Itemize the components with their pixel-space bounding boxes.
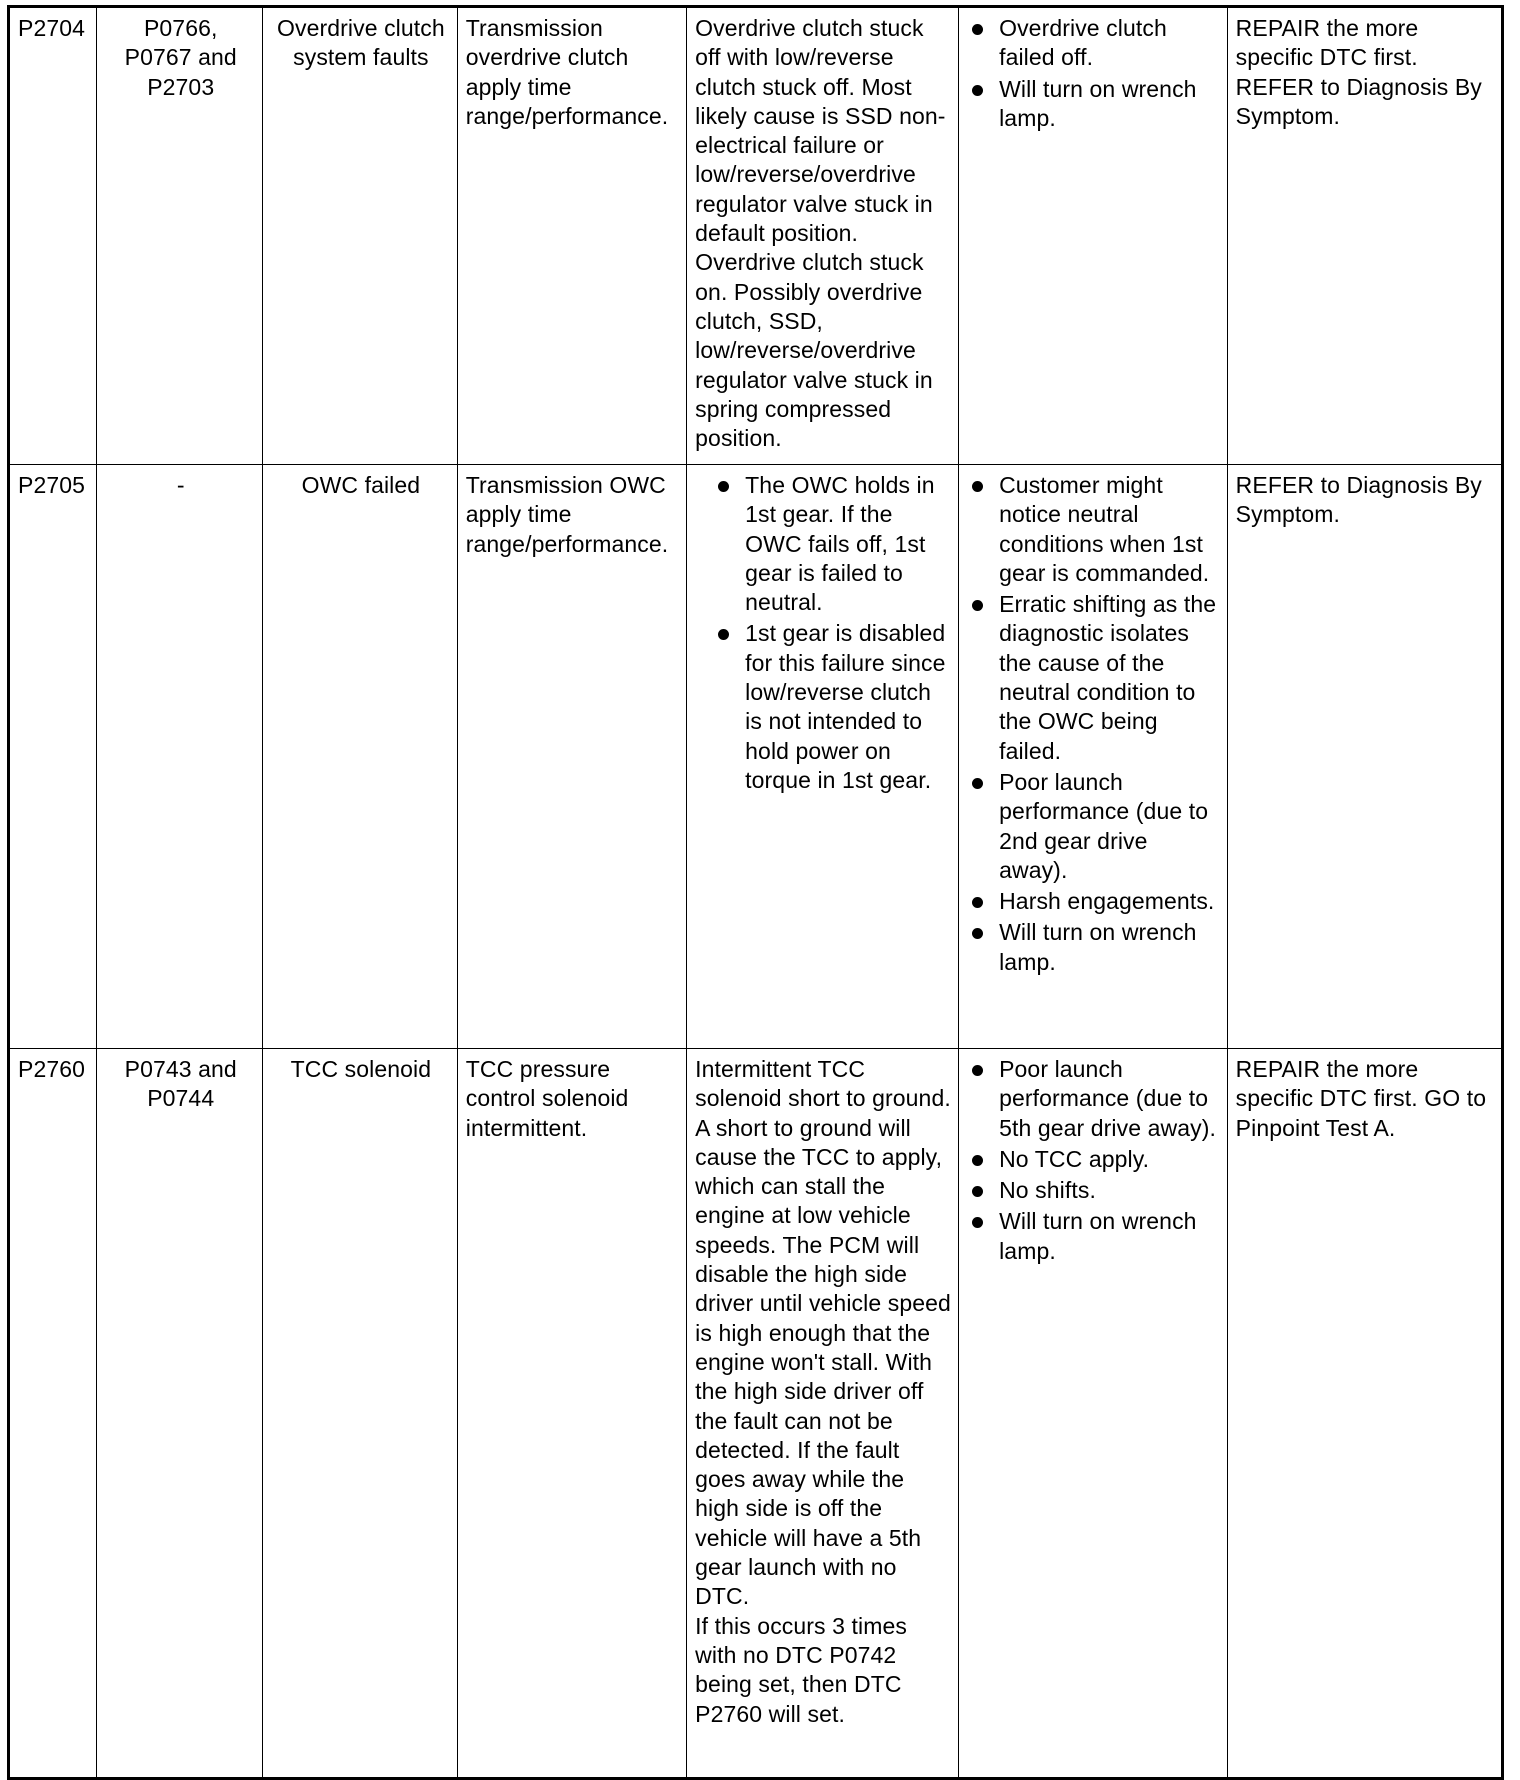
symptoms-cell [959,1049,1228,1779]
component-cell [263,7,458,465]
condition-cell [687,7,959,465]
symptom-item: Harsh engagements. [967,887,1221,916]
related-dtc-cell [97,1049,263,1779]
action-cell [1227,465,1502,1049]
related-dtc-line: P0743 and [124,1056,237,1082]
symptoms-cell [959,465,1228,1049]
action-cell [1227,1049,1502,1779]
table-row [9,1049,1503,1779]
dtc-code-cell [9,1049,97,1779]
component-line: system faults [293,44,429,71]
symptom-item: No TCC apply. [967,1145,1221,1174]
symptom-item: Poor launch performance (due to 2nd gear drive away). [967,768,1221,885]
description-text: Transmission overdrive clutch apply time range/performance. [465,15,669,129]
dtc-table [7,5,1504,1780]
dtc-code-cell [9,465,97,1049]
related-dtc-line: - [176,472,185,498]
related-dtc-cell [97,465,263,1049]
action-cell [1227,7,1502,465]
component-cell [263,1049,458,1779]
related-dtc-line: P0744 [147,1085,215,1112]
dtc-code: P2704 [18,15,86,41]
dtc-code-cell [9,7,97,465]
component-line: TCC solenoid [290,1056,432,1082]
symptom-item: No shifts. [967,1176,1221,1205]
symptom-item: Overdrive clutch failed off. [967,14,1221,73]
component-line: OWC failed [301,472,421,498]
symptoms-list [967,1055,1221,1266]
description-cell [457,465,686,1049]
symptom-item: Erratic shifting as the diagnostic isolates the cause of the neutral condition to the OWC being failed. [967,590,1221,766]
related-dtc-cell [97,7,263,465]
table-row [9,465,1503,1049]
action-text: REPAIR the more specific DTC first. REFER to Diagnosis By Symptom. [1235,15,1482,129]
condition-text: Overdrive clutch stuck off with low/reverse clutch stuck off. Most likely cause is SSD non-electrical failure or low/reverse/overdrive regulator valve stuck in default position. Overdrive clutch stuck on. Possibly overdrive clutch, SSD, low/reverse/overdrive regulator valve stuck in spring compressed position. [695,15,946,452]
description-cell [457,7,686,465]
condition-item: 1st gear is disabled for this failure since low/reverse clutch is not intended to hold power on torque in 1st gear. [695,619,952,795]
condition-item: The OWC holds in 1st gear. If the OWC fails off, 1st gear is failed to neutral. [695,471,952,617]
condition-cell [687,465,959,1049]
description-text: Transmission OWC apply time range/performance. [465,472,669,557]
related-dtc-line: P0767 and [124,44,237,71]
symptom-item: Will turn on wrench lamp. [967,918,1221,977]
component-cell [263,465,458,1049]
condition-paragraph: If this occurs 3 times with no DTC P0742 being set, then DTC P2760 will set. [695,1612,907,1727]
condition-list [695,471,952,795]
symptom-item: Customer might notice neutral conditions when 1st gear is commanded. [967,471,1221,588]
action-text: REPAIR the more specific DTC first. GO to Pinpoint Test A. [1235,1056,1487,1141]
dtc-code: P2760 [18,1056,86,1082]
related-dtc-line: P0766, [143,15,218,41]
condition-cell [687,1049,959,1779]
symptoms-list [967,14,1221,133]
dtc-code: P2705 [18,472,86,498]
action-text: REFER to Diagnosis By Symptom. [1235,472,1482,528]
symptoms-list [967,471,1221,977]
related-dtc-line: P2703 [147,73,215,100]
condition-paragraph: Intermittent TCC solenoid short to ground. A short to ground will cause the TCC to apply, which can stall the engine at low vehicle speeds. The PCM will disable the high side driver until vehicle speed is high enough that the engine won't stall. With the high side driver off the fault can not be detected. If the fault goes away while the high side is off the vehicle will have a 5th gear launch with no DTC. [695,1056,951,1610]
symptom-item: Will turn on wrench lamp. [967,75,1221,134]
description-cell [457,1049,686,1779]
symptom-item: Will turn on wrench lamp. [967,1207,1221,1266]
table-row [9,7,1503,465]
symptom-item: Poor launch performance (due to 5th gear drive away). [967,1055,1221,1143]
description-text: TCC pressure control solenoid intermittent. [465,1056,629,1141]
symptoms-cell [959,7,1228,465]
component-line: Overdrive clutch [277,15,445,41]
